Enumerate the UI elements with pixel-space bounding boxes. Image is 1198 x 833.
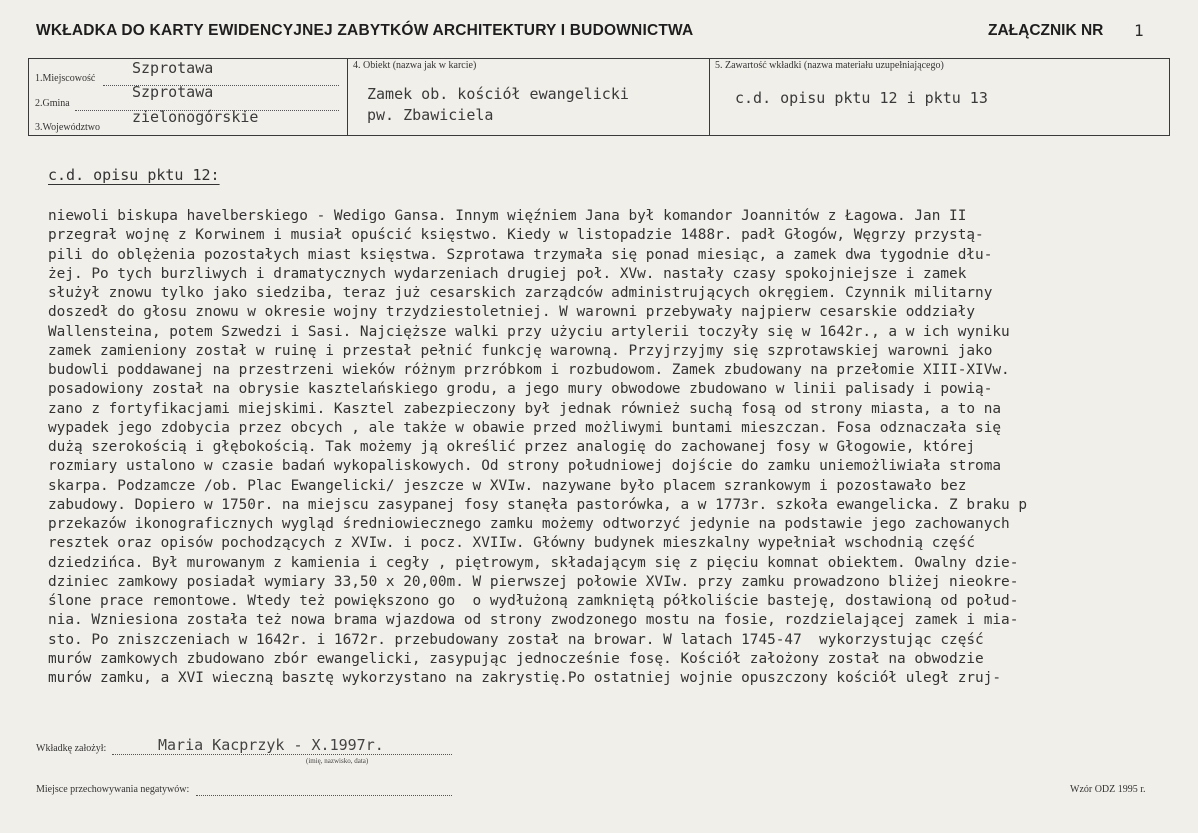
gmina-label: 2.Gmina: [35, 98, 70, 109]
text-line: murów zamkowych zbudowano zbór ewangelicki, zasypując jednocześnie fosę. Kościół założony został na obwodzie: [48, 650, 984, 667]
obiekt-label: 4. Obiekt (nazwa jak w karcie): [353, 60, 477, 71]
text-line: doszedł do głosu znowu w okresie wojny trzydziestoletniej. W warowni przebywały najpierw cesarskie oddziały: [48, 304, 976, 321]
text-line: żej. Po tych burzliwych i dramatycznych wydarzeniach drugiej poł. XVw. nastały czasy spokojniejsze i zamek: [48, 265, 967, 282]
author-underline: [112, 754, 452, 755]
wojewodztwo-label: 3.Województwo: [35, 122, 101, 133]
text-line: przegrał wojnę z Korwinem i musiał opuścić księstwo. Kiedy w listopadzie 1488r. padł Głogów, Węgrzy przystą-: [48, 227, 984, 244]
negatives-underline: [196, 795, 452, 796]
text-line: skarpa. Podzamcze /ob. Plac Ewangelicki/ jeszcze w XVIw. nazywane było placem szrankowym i pozostawało bez: [48, 477, 967, 494]
divider-line: [709, 59, 710, 135]
miejscowosc-value: Szprotawa: [132, 59, 214, 77]
template-label: Wzór ODZ 1995 r.: [1070, 784, 1146, 795]
text-line: pili do oblężenia pozostałych miast księstwa. Szprotawa trzymała się ponad miesiąc, a zamek dwa tygodnie dłu-: [48, 246, 993, 263]
gmina-value: Szprotawa: [132, 83, 214, 101]
text-line: służył znowu tylko jako siedziba, teraz już cesarskich zarządców administrujących okręgiem. Czynnik militarny: [48, 285, 993, 301]
text-line: zabudowy. Dopiero w 1750r. na miejscu zasypanej fosy stanęła pastorówka, a w 1773r. szkoła ewangelicka. Z braku p: [48, 496, 1028, 513]
negatives-label: Miejsce przechowywania negatywów:: [36, 784, 190, 795]
text-line: przekazów ikonograficznych wygląd średniowiecznego zamku możemy odtworzyć jedynie na podstawie jego zachowanych: [48, 516, 1010, 532]
text-line: zano z fortyfikacjami miejskimi. Kasztel zabezpieczony był jednak również suchą fosą od strony miasta, a to na: [48, 400, 1002, 417]
text-line: posadowiony został na obrysie kasztelańskiego grodu, a jego mury obwodowe zbudowano w linii palisady i powią-: [48, 381, 993, 398]
text-line: dużą szerokością i głębokością. Tak możemy ją określić przez analogię do zachowanej fosy w Głogowie, której: [48, 439, 976, 455]
text-line: dziedzińca. Był murowanym z kamienia i cegły , piętrowym, składającym się z pięciu komnat obiektem. Owalny dzie-: [48, 554, 1019, 571]
zawartosc-label: 5. Zawartość wkładki (nazwa materiału uzupełniającego): [715, 60, 944, 71]
text-line: murów zamku, a XVI wieczną basztę wykorzystano na zakrystię.Po ostatniej wojnie opuszczony kościół uległ zruj-: [48, 670, 1002, 686]
text-line: sto. Po zniszczeniach w 1642r. i 1672r. przebudowany został na browar. W latach 1745-47 wykorzystując część: [48, 631, 984, 648]
author-caption: (imię, nazwisko, data): [306, 757, 369, 765]
identification-box: [28, 58, 1170, 136]
text-line: Wallensteina, potem Szwedzi i Sasi. Najcięższe walki przy użyciu artylerii toczyły się w 1642r., a w ich wyniku: [48, 323, 1010, 340]
text-line: nia. Wzniesiona została też nowa brama wjazdowa od strony zwodzonego mostu na fosie, rozdzielającej zamek i mia-: [48, 612, 1019, 629]
annex-number: 1: [1134, 21, 1144, 40]
obiekt-value-line1: Zamek ob. kościół ewangelicki: [367, 85, 629, 103]
form-header-title: WKŁADKA DO KARTY EWIDENCYJNEJ ZABYTKÓW ARCHITEKTURY I BUDOWNICTWA: [36, 22, 694, 39]
miejscowosc-label: 1.Miejscowość: [35, 73, 96, 84]
wojewodztwo-value: zielonogórskie: [132, 108, 259, 126]
text-line: dziniec zamkowy posiadał wymiary 33,50 x 20,00m. W pierwszej połowie XVIw. przy zamku prowadzono bliżej nieokre-: [48, 573, 1019, 590]
author-label: Wkładkę założył:: [36, 743, 107, 754]
text-line: rozmiary ustalono w czasie badań wykopaliskowych. Od strony południowej dojście do zamku uniemożliwiała stroma: [48, 458, 1002, 475]
description-text: [48, 207, 1188, 688]
text-line: resztek oraz opisów pochodzących z XVIw. i pocz. XVIIw. Główny budynek mieszkalny wypełniał wschodnią część: [48, 535, 976, 552]
author-value: Maria Kacprzyk - X.1997r.: [158, 736, 384, 754]
divider-line: [347, 59, 348, 135]
text-line: budowli poddawanej na przestrzeni wieków różnym przróbkom i rozbudowom. Zamek zbudowany na przełomie XIII-XIVw.: [48, 362, 1010, 378]
text-line: zamek zamieniony został w ruinę i przestał pełnić funkcję warowną. Przyjrzyjmy się szprotawskiej warowni jako: [48, 342, 993, 359]
section-heading: c.d. opisu pktu 12:: [48, 166, 220, 184]
text-line: niewoli biskupa havelberskiego - Wedigo Gansa. Innym więźniem Jana był komandor Joannitów z Łagowa. Jan II: [48, 208, 967, 224]
text-line: ślone prace remontowe. Wtedy też powiększono go o wydłużoną zamkniętą półkoliście basteję, dostawioną od połud-: [48, 593, 1019, 609]
annex-label: ZAŁĄCZNIK NR: [988, 22, 1104, 39]
text-line: wypadek jego zdobycia przez obcych , ale także w obawie przed możliwymi buntami mieszczan. Fosa odznaczała się: [48, 419, 1002, 436]
zawartosc-value: c.d. opisu pktu 12 i pktu 13: [735, 89, 988, 107]
obiekt-value-line2: pw. Zbawiciela: [367, 106, 494, 124]
